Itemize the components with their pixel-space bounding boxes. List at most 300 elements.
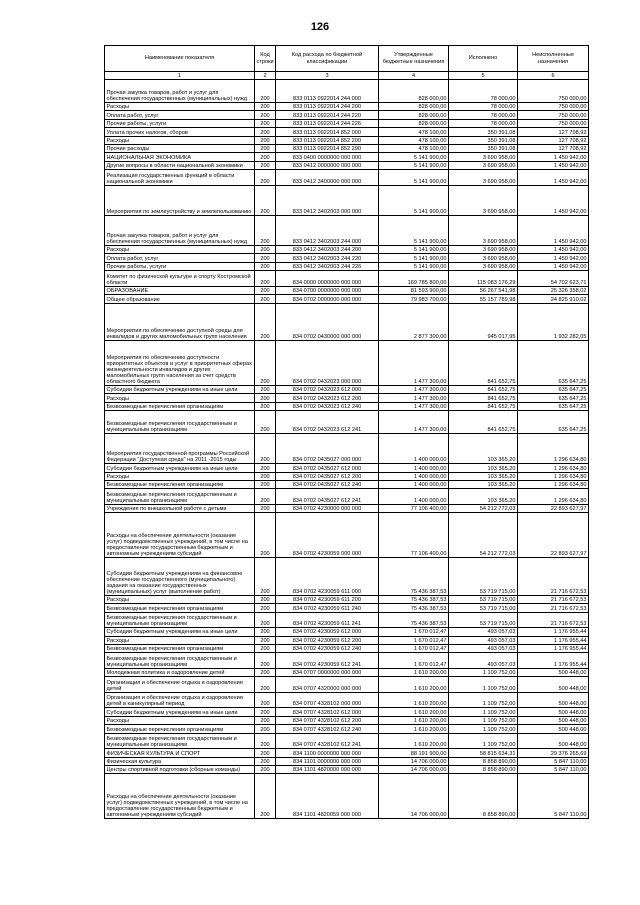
cell-unexecuted: 500 448,00 [518,716,589,724]
cell-unexecuted: 750 000,00 [518,119,589,127]
cell-executed: 1 109 752,00 [449,733,518,749]
cell-name: Субсидии бюджетным учреждениям на иные цели [105,628,255,636]
cell-executed: 350 391,08 [449,136,518,144]
cell-code: 200 [255,128,276,136]
cell-approved: 75 436 387,53 [379,612,449,628]
cell-code: 200 [255,708,276,716]
table-row [105,677,589,693]
table-row [105,716,589,724]
header-number: 1 [105,72,255,80]
table-row [105,472,589,480]
cell-approved: 828 000,00 [379,111,449,119]
cell-unexecuted: 127 708,92 [518,144,589,152]
cell-classification: 834 1101 0000000 000 000 [276,757,379,765]
cell-code: 200 [255,668,276,676]
cell-classification: 834 0702 4230059 612 240 [276,644,379,652]
cell-code: 200 [255,595,276,603]
table-row [105,254,589,262]
cell-unexecuted: 22 893 627,97 [518,505,589,513]
cell-approved: 1 400 000,00 [379,481,449,489]
cell-classification: 834 1101 4820000 000 000 [276,766,379,774]
cell-name: Организация и обеспечение отдыха и оздоровления детей [105,677,255,693]
cell-code: 200 [255,385,276,393]
table-row [105,394,589,402]
table-row [105,295,589,303]
cell-unexecuted: 22 893 627,97 [518,513,589,558]
cell-unexecuted: 127 708,92 [518,128,589,136]
cell-classification: 833 0400 0000000 000 000 [276,153,379,161]
cell-unexecuted: 21 716 672,53 [518,612,589,628]
cell-executed: 1 109 752,00 [449,725,518,733]
cell-code: 200 [255,612,276,628]
table-row [105,144,589,152]
cell-classification: 833 0113 0922014 244 226 [276,119,379,127]
cell-classification: 834 0707 4328102 612 240 [276,725,379,733]
cell-code: 200 [255,286,276,294]
cell-classification: 834 0702 0435027 612 241 [276,489,379,505]
table-row [105,170,589,186]
cell-classification: 834 0702 0000000 000 000 [276,295,379,303]
cell-classification: 833 0412 0000000 000 000 [276,161,379,169]
cell-unexecuted: 750 000,00 [518,111,589,119]
cell-executed: 841 652,75 [449,402,518,410]
cell-name: Расходы [105,636,255,644]
table-row [105,725,589,733]
cell-unexecuted: 1 296 634,80 [518,489,589,505]
cell-name: Расходы на обеспечение деятельности (оказание услуг) подведомственных учреждений, в том числе на предоставление государственным бюджетным и автономным учреждениям субсидий [105,513,255,558]
budget-table [104,45,589,819]
cell-classification: 834 0702 4230059 611 240 [276,604,379,612]
cell-code: 200 [255,185,276,215]
cell-classification: 833 0113 0922014 244 200 [276,103,379,111]
cell-name: Расходы [105,136,255,144]
cell-name: Уплата прочих налогов, сборов [105,128,255,136]
cell-code: 200 [255,644,276,652]
table-row [105,262,589,270]
cell-approved: 5 141 900,00 [379,215,449,245]
cell-executed: 1 109 752,00 [449,668,518,676]
cell-code: 200 [255,725,276,733]
cell-approved: 75 436 387,53 [379,558,449,596]
cell-approved: 1 670 012,47 [379,653,449,669]
table-row [105,505,589,513]
cell-approved: 1 610 200,00 [379,708,449,716]
cell-code: 200 [255,394,276,402]
cell-name: Оплата работ, услуг [105,254,255,262]
cell-classification: 834 0702 0435027 612 240 [276,481,379,489]
cell-approved: 5 141 900,00 [379,246,449,254]
cell-code: 200 [255,692,276,708]
cell-name: Безвозмездные перечисления организациям [105,481,255,489]
cell-executed: 53 719 715,00 [449,558,518,596]
cell-approved: 1 400 000,00 [379,464,449,472]
cell-approved: 1 610 200,00 [379,692,449,708]
cell-unexecuted: 1 176 955,44 [518,628,589,636]
cell-name: Безвозмездные перечисления государственным и муниципальным организациям [105,733,255,749]
cell-code: 200 [255,170,276,186]
cell-unexecuted: 5 847 110,00 [518,774,589,819]
cell-name: Безвозмездные перечисления организациям [105,725,255,733]
cell-approved: 1 400 000,00 [379,489,449,505]
cell-executed: 3 690 958,00 [449,170,518,186]
cell-classification: 834 0707 0000000 000 000 [276,668,379,676]
cell-classification: 834 0702 4230059 611 000 [276,558,379,596]
cell-approved: 5 141 900,00 [379,161,449,169]
cell-executed: 3 690 958,00 [449,246,518,254]
cell-name: НАЦИОНАЛЬНАЯ ЭКОНОМИКА [105,153,255,161]
cell-executed: 493 057,03 [449,628,518,636]
cell-classification: 833 0412 3402003 000 000 [276,185,379,215]
cell-unexecuted: 24 825 910,02 [518,295,589,303]
table-body [105,80,589,819]
cell-name: Безвозмездные перечисления государственным и муниципальным организациям [105,489,255,505]
cell-code: 200 [255,402,276,410]
cell-executed: 3 690 958,00 [449,161,518,169]
header-executed: Исполнено [449,46,518,72]
cell-executed: 103 365,20 [449,489,518,505]
table-row [105,434,589,464]
cell-approved: 77 106 400,00 [379,505,449,513]
cell-name: Субсидии бюджетным учреждениям на иные цели [105,464,255,472]
cell-unexecuted: 635 647,25 [518,341,589,386]
cell-code: 200 [255,271,276,287]
cell-approved: 1 477 300,00 [379,341,449,386]
cell-unexecuted: 127 708,92 [518,136,589,144]
cell-classification: 833 0113 0922014 852 290 [276,144,379,152]
cell-name: Прочая закупка товаров, работ и услуг для обеспечения государственных (муниципальных) нужд [105,80,255,103]
cell-code: 200 [255,303,276,341]
table-row [105,489,589,505]
cell-code: 200 [255,215,276,245]
cell-classification: 834 0702 0432023 612 241 [276,411,379,434]
cell-name: Мероприятия по обеспечению доступной среды для инвалидов и других маломобильных групп населения [105,303,255,341]
cell-name: Расходы [105,716,255,724]
cell-classification: 834 0700 0000000 000 000 [276,286,379,294]
cell-unexecuted: 25 326 358,02 [518,286,589,294]
cell-approved: 1 670 012,47 [379,636,449,644]
table-row [105,136,589,144]
cell-name: Безвозмездные перечисления организациям [105,644,255,652]
cell-classification: 834 0707 4320000 000 000 [276,677,379,693]
cell-code: 200 [255,749,276,757]
cell-classification: 834 0702 0432023 000 000 [276,341,379,386]
cell-approved: 478 100,00 [379,144,449,152]
table-row [105,161,589,169]
cell-approved: 1 400 000,00 [379,434,449,464]
cell-approved: 1 477 300,00 [379,394,449,402]
cell-code: 200 [255,757,276,765]
cell-name: Другие вопросы в области национальной экономики [105,161,255,169]
cell-name: Физическая культура [105,757,255,765]
table-row [105,103,589,111]
cell-name: Расходы [105,595,255,603]
header-number: 4 [379,72,449,80]
cell-executed: 78 000,00 [449,119,518,127]
cell-approved: 5 141 900,00 [379,170,449,186]
cell-name: Субсидии бюджетным учреждениям на иные цели [105,385,255,393]
cell-executed: 53 719 715,00 [449,595,518,603]
cell-code: 200 [255,505,276,513]
cell-approved: 169 785 800,00 [379,271,449,287]
cell-approved: 1 610 200,00 [379,677,449,693]
table-row [105,341,589,386]
cell-classification: 834 0707 4328102 612 200 [276,716,379,724]
cell-classification: 834 0702 4230059 612 241 [276,653,379,669]
table-row [105,604,589,612]
cell-approved: 5 141 900,00 [379,262,449,270]
table-row [105,303,589,341]
cell-code: 200 [255,489,276,505]
cell-unexecuted: 21 716 672,53 [518,604,589,612]
cell-approved: 1 477 300,00 [379,411,449,434]
header-number: 3 [276,72,379,80]
table-row [105,558,589,596]
table-row [105,402,589,410]
cell-unexecuted: 29 376 265,69 [518,749,589,757]
cell-code: 200 [255,341,276,386]
cell-name: Расходы [105,246,255,254]
cell-name: Расходы [105,472,255,480]
cell-executed: 55 157 789,98 [449,295,518,303]
cell-name: Прочая закупка товаров, работ и услуг для обеспечения государственных (муниципальных) нужд [105,215,255,245]
table-row [105,185,589,215]
cell-unexecuted: 1 450 942,00 [518,153,589,161]
table-row [105,119,589,127]
cell-executed: 115 083 176,29 [449,271,518,287]
cell-classification: 833 0412 3402003 244 200 [276,246,379,254]
cell-unexecuted: 1 296 634,80 [518,481,589,489]
cell-executed: 8 858 890,00 [449,766,518,774]
cell-approved: 81 593 900,00 [379,286,449,294]
cell-code: 200 [255,144,276,152]
cell-executed: 1 109 752,00 [449,708,518,716]
table-row [105,595,589,603]
cell-classification: 834 0707 4328102 612 241 [276,733,379,749]
table-row [105,411,589,434]
cell-name: Реализация государственных функций в области национальной экономики [105,170,255,186]
cell-unexecuted: 54 702 623,71 [518,271,589,287]
cell-unexecuted: 1 176 955,44 [518,644,589,652]
cell-classification: 834 0702 4230059 611 241 [276,612,379,628]
cell-executed: 841 652,75 [449,385,518,393]
cell-approved: 1 610 200,00 [379,668,449,676]
cell-code: 200 [255,411,276,434]
page-number: 126 [310,21,330,33]
cell-approved: 1 400 000,00 [379,472,449,480]
cell-executed: 3 690 958,00 [449,215,518,245]
cell-code: 200 [255,766,276,774]
cell-executed: 493 057,03 [449,653,518,669]
cell-executed: 54 212 772,03 [449,505,518,513]
cell-unexecuted: 1 450 942,00 [518,254,589,262]
cell-unexecuted: 5 847 110,00 [518,757,589,765]
cell-approved: 1 670 012,47 [379,628,449,636]
cell-name: Прочие работы, услуги [105,119,255,127]
cell-approved: 5 141 900,00 [379,254,449,262]
cell-executed: 493 057,03 [449,644,518,652]
header-classification: Код расхода по бюджетной классификации [276,46,379,72]
cell-unexecuted: 635 647,25 [518,394,589,402]
cell-name: Субсидии бюджетным учреждениям на иные цели [105,708,255,716]
cell-unexecuted: 1 176 955,44 [518,653,589,669]
cell-approved: 478 100,00 [379,136,449,144]
cell-approved: 2 877 300,00 [379,303,449,341]
cell-unexecuted: 1 450 942,00 [518,215,589,245]
cell-executed: 3 690 958,00 [449,254,518,262]
cell-classification: 833 0113 0922014 852 200 [276,136,379,144]
cell-code: 200 [255,254,276,262]
cell-code: 200 [255,774,276,819]
cell-name: Расходы [105,103,255,111]
cell-code: 200 [255,481,276,489]
cell-unexecuted: 1 450 942,00 [518,161,589,169]
cell-name: Центры спортивной подготовки (сборные команды) [105,766,255,774]
table-row [105,128,589,136]
cell-unexecuted: 500 448,00 [518,733,589,749]
table-row [105,246,589,254]
cell-executed: 841 652,75 [449,341,518,386]
cell-code: 200 [255,153,276,161]
cell-approved: 1 610 200,00 [379,716,449,724]
cell-unexecuted: 21 716 672,53 [518,595,589,603]
table-row [105,215,589,245]
cell-unexecuted: 1 296 634,80 [518,472,589,480]
table-row [105,111,589,119]
cell-name: Общее образование [105,295,255,303]
cell-approved: 14 706 000,00 [379,766,449,774]
cell-approved: 828 000,00 [379,80,449,103]
cell-executed: 103 365,20 [449,464,518,472]
cell-code: 200 [255,111,276,119]
cell-name: Расходы на обеспечение деятельности (оказание услуг) подведомственных учреждений, в том числе на предоставление государственным бюджетным и автономным учреждениям субсидий [105,774,255,819]
cell-classification: 834 0702 0435027 612 200 [276,472,379,480]
cell-unexecuted: 1 450 942,00 [518,262,589,270]
cell-name: Безвозмездные перечисления организациям [105,604,255,612]
cell-executed: 3 690 958,00 [449,153,518,161]
cell-classification: 833 0113 0922014 244 220 [276,111,379,119]
cell-code: 200 [255,161,276,169]
cell-code: 200 [255,464,276,472]
cell-unexecuted: 500 448,00 [518,692,589,708]
cell-approved: 75 436 387,53 [379,604,449,612]
table-row [105,692,589,708]
cell-executed: 350 391,08 [449,144,518,152]
cell-name: Безвозмездные перечисления государственным и муниципальным организациям [105,411,255,434]
cell-unexecuted: 500 448,00 [518,668,589,676]
cell-executed: 841 652,75 [449,411,518,434]
table-row [105,513,589,558]
table-row [105,668,589,676]
header-name: Наименование показателя [105,46,255,72]
cell-unexecuted: 1 450 942,00 [518,170,589,186]
table-row [105,628,589,636]
table-row [105,481,589,489]
cell-approved: 828 000,00 [379,119,449,127]
cell-unexecuted: 1 450 942,00 [518,246,589,254]
table-row [105,612,589,628]
cell-code: 200 [255,80,276,103]
cell-classification: 834 0702 0432023 612 240 [276,402,379,410]
cell-classification: 834 1101 4820059 000 000 [276,774,379,819]
header-approved: Утвержденные бюджетные назначения [379,46,449,72]
cell-executed: 8 858 890,00 [449,757,518,765]
cell-code: 200 [255,733,276,749]
cell-approved: 14 706 000,00 [379,774,449,819]
cell-executed: 53 719 715,00 [449,612,518,628]
cell-unexecuted: 1 176 955,44 [518,636,589,644]
table-row [105,749,589,757]
cell-approved: 1 670 012,47 [379,644,449,652]
cell-name: Комитет по физической культуре и спорту Костромской области [105,271,255,287]
cell-classification: 834 0702 0435027 000 000 [276,434,379,464]
header-code: Код строки [255,46,276,72]
cell-approved: 75 436 387,53 [379,595,449,603]
table-row [105,636,589,644]
cell-executed: 58 815 634,31 [449,749,518,757]
table-row [105,385,589,393]
cell-executed: 1 109 752,00 [449,692,518,708]
cell-executed: 3 690 958,00 [449,262,518,270]
cell-executed: 493 057,03 [449,636,518,644]
cell-executed: 78 000,00 [449,80,518,103]
table-row [105,464,589,472]
header-number: 5 [449,72,518,80]
cell-unexecuted: 500 448,00 [518,725,589,733]
cell-name: Организация и обеспечение отдыха и оздоровления детей в каникулярный период [105,692,255,708]
cell-approved: 478 100,00 [379,128,449,136]
cell-classification: 834 0702 4230059 612 200 [276,636,379,644]
cell-code: 200 [255,246,276,254]
cell-classification: 833 0412 3400000 000 000 [276,170,379,186]
cell-classification: 834 0702 4230000 000 000 [276,505,379,513]
cell-executed: 3 690 958,00 [449,185,518,215]
cell-code: 200 [255,653,276,669]
cell-classification: 833 0113 0922014 852 000 [276,128,379,136]
table-row [105,271,589,287]
cell-unexecuted: 5 847 110,00 [518,766,589,774]
cell-code: 200 [255,472,276,480]
cell-approved: 14 706 000,00 [379,757,449,765]
cell-name: Безвозмездные перечисления государственным и муниципальным организациям [105,653,255,669]
cell-code: 200 [255,136,276,144]
cell-executed: 103 365,20 [449,472,518,480]
cell-classification: 834 0702 0435027 612 000 [276,464,379,472]
cell-unexecuted: 1 450 942,00 [518,185,589,215]
cell-classification: 833 0412 3402003 244 220 [276,254,379,262]
cell-name: Безвозмездные перечисления государственным и муниципальным организациям [105,612,255,628]
cell-approved: 5 141 900,00 [379,185,449,215]
cell-code: 200 [255,434,276,464]
cell-name: Молодежная политика и оздоровление детей [105,668,255,676]
cell-unexecuted: 1 296 634,80 [518,434,589,464]
cell-classification: 834 0702 4230059 611 200 [276,595,379,603]
cell-executed: 8 858 890,00 [449,774,518,819]
cell-executed: 54 212 772,03 [449,513,518,558]
cell-code: 200 [255,716,276,724]
cell-unexecuted: 635 647,25 [518,411,589,434]
cell-approved: 1 610 200,00 [379,725,449,733]
cell-executed: 841 652,75 [449,394,518,402]
table-row [105,733,589,749]
cell-executed: 103 365,20 [449,481,518,489]
header-number: 2 [255,72,276,80]
cell-classification: 833 0412 3402003 244 000 [276,215,379,245]
cell-classification: 834 0702 0430000 000 000 [276,303,379,341]
header-number: 6 [518,72,589,80]
cell-unexecuted: 1 932 282,05 [518,303,589,341]
header-unexecuted: Неисполненные назначения [518,46,589,72]
cell-name: Субсидии бюджетным учреждениям на финансовое обеспечение государственного (муниципального) задания на оказание государственных (муниципальных) услуг (выполнение работ) [105,558,255,596]
